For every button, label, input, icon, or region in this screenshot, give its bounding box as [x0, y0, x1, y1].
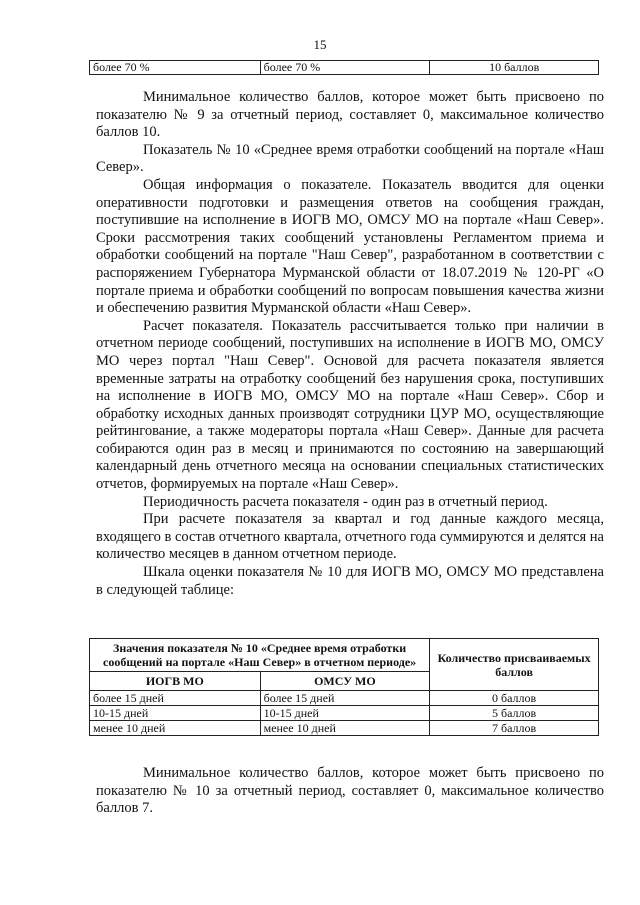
header-values: Значения показателя № 10 «Среднее время отработки сообщений на портале «Наш Север» в отчетном периоде»	[90, 639, 430, 672]
main-text	[96, 89, 604, 599]
paragraph: Общая информация о показателе. Показатель вводится для оценки оперативности подготовки и размещения ответов на сообщения граждан, поступившие на исполнение в ИОГВ МО, ОМСУ МО на портале «Наш Север». Сроки рассмотрения таких сообщений установлены Регламентом приема и обработки сообщений на портале "Наш Север", разработанном в соответствии с распоряжением Губернатора Мурманской области от 18.07.2019 № 120-РГ «О портале приема и обработки сообщений по вопросам повышения качества жизни и обеспечению развития Мурманской области «Наш Север».	[96, 176, 604, 317]
table-header-row	[90, 639, 599, 672]
table-cell: менее 10 дней	[260, 721, 430, 736]
table-cell: более 70 %	[260, 61, 430, 75]
table-row	[90, 61, 599, 75]
closing-text	[96, 765, 604, 818]
paragraph-indicator-title: Показатель № 10 «Среднее время отработки сообщений на портале «Наш Север».	[96, 141, 604, 176]
header-points: Количество присваиваемых баллов	[430, 639, 599, 691]
paragraph: Шкала оценки показателя № 10 для ИОГВ МО, ОМСУ МО представлена в следующей таблице:	[96, 564, 604, 598]
paragraph: Расчет показателя. Показатель рассчитывается только при наличии в отчетном периоде сообщений, поступивших на исполнение в ИОГВ МО, ОМСУ МО через портал "Наш Север". Основой для расчета показателя является временные затраты на отработку сообщений без нарушения срока, поступивших на исполнение в ИОГВ МО, ОМСУ МО на портале «Наш Север». Сбор и обработку исходных данных производят сотрудники ЦУР МО, осуществляющие рейтингование, а также модераторы портала «Наш Север». Данные для расчета собираются один раз в месяц и принимаются по состоянию на завершающий календарный день отчетного месяца на основании специальных статистических отчетов, формируемых на портале «Наш Север».	[96, 317, 604, 493]
table-cell: 10 баллов	[430, 61, 599, 75]
table-cell: 10-15 дней	[260, 706, 430, 721]
paragraph: Минимальное количество баллов, которое может быть присвоено по показателю № 10 за отчетный период, составляет 0, максимальное количество баллов 7.	[96, 765, 604, 817]
table-row	[90, 691, 599, 706]
paragraph: При расчете показателя за квартал и год данные каждого месяца, входящего в состав отчетного квартала, отчетного года суммируются и делятся на количество месяцев в данном отчетном периоде.	[96, 511, 604, 563]
continuation-table	[89, 60, 599, 75]
table-cell: менее 10 дней	[90, 721, 261, 736]
table-cell: 7 баллов	[430, 721, 599, 736]
table-row	[90, 706, 599, 721]
paragraph: Минимальное количество баллов, которое может быть присвоено по показателю № 9 за отчетный период, составляет 0, максимальное количество баллов 10.	[96, 89, 604, 141]
table-cell: более 15 дней	[90, 691, 261, 706]
scale-table	[89, 638, 599, 736]
table-row	[90, 721, 599, 736]
page-number: 15	[313, 37, 327, 52]
header-omsu: ОМСУ МО	[260, 672, 430, 691]
header-iogv: ИОГВ МО	[90, 672, 261, 691]
table-cell: 0 баллов	[430, 691, 599, 706]
table-cell: более 70 %	[90, 61, 261, 75]
table-cell: 10-15 дней	[90, 706, 261, 721]
paragraph: Периодичность расчета показателя - один раз в отчетный период.	[143, 493, 548, 510]
table-cell: более 15 дней	[260, 691, 430, 706]
table-cell: 5 баллов	[430, 706, 599, 721]
